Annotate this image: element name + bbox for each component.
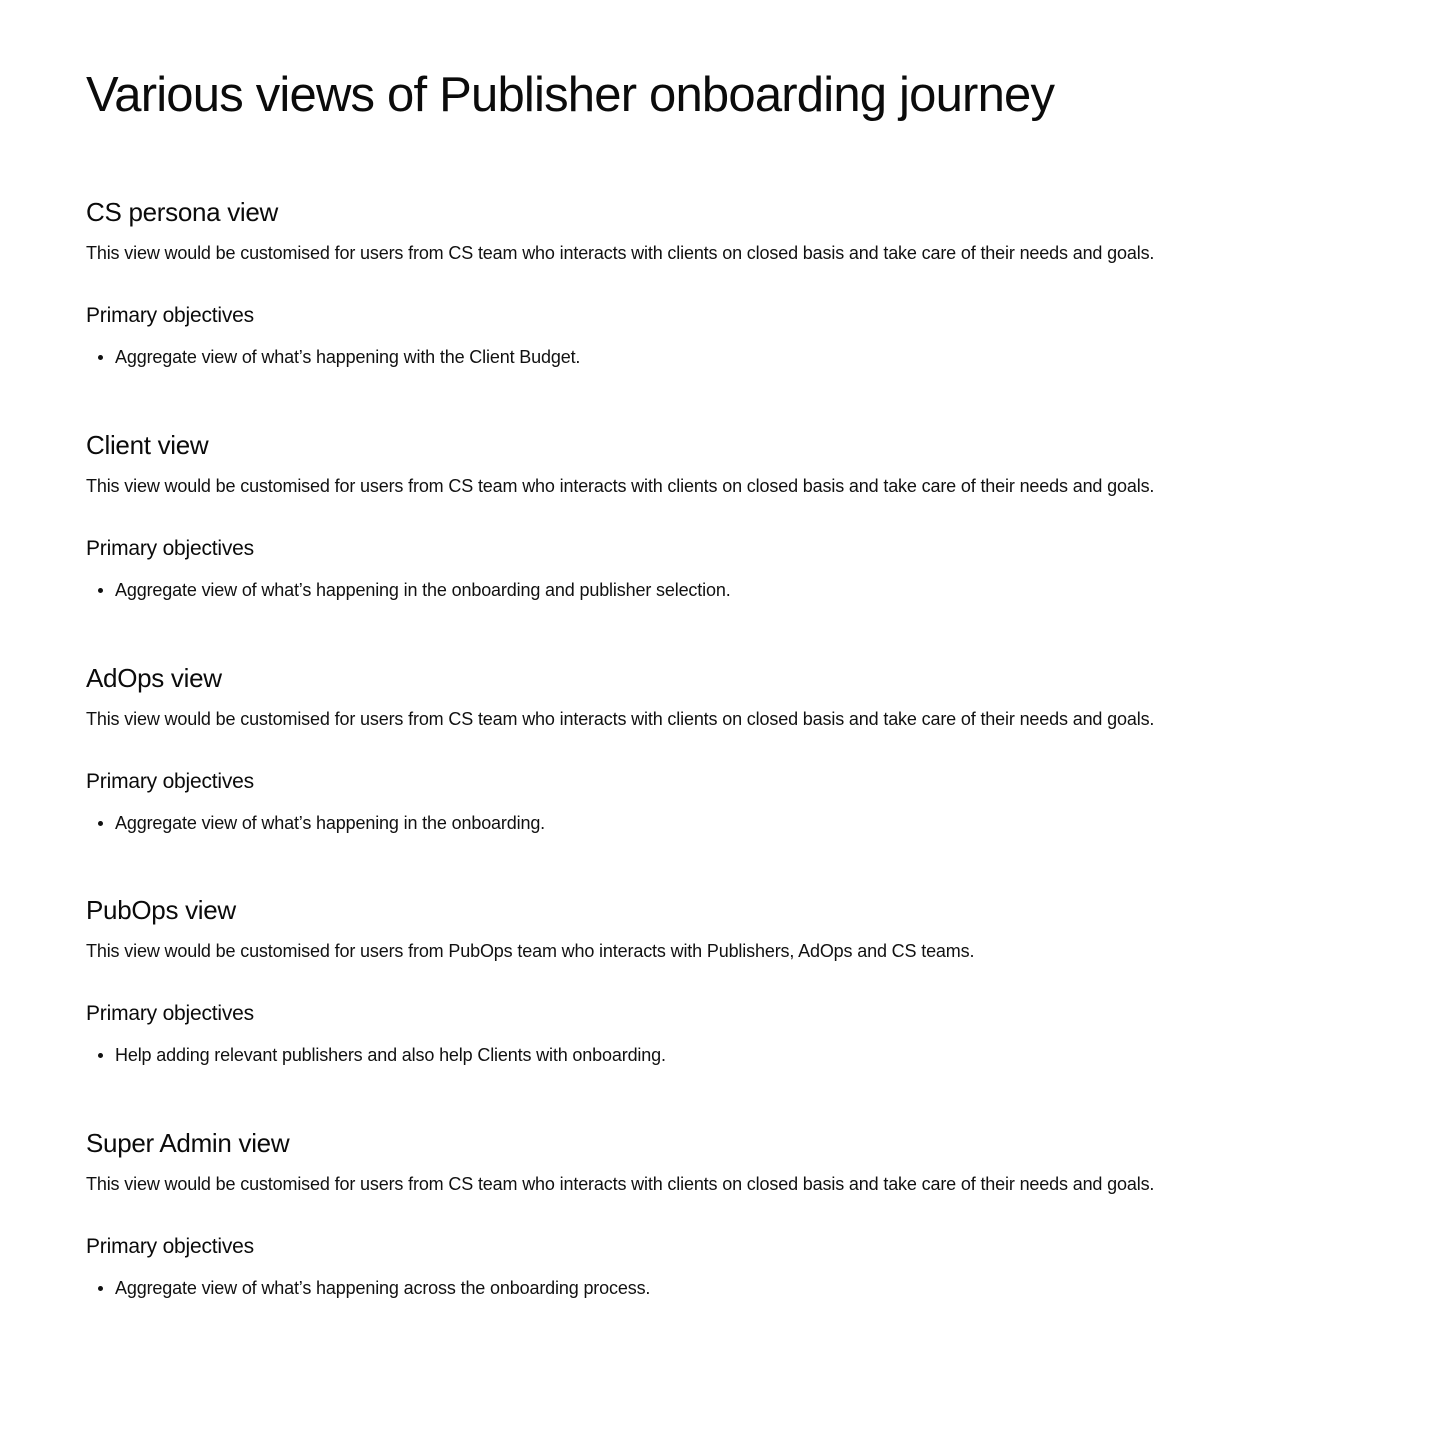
section-description: This view would be customised for users from CS team who interacts with clients on closed basis and take care of their needs and goals. — [86, 243, 1155, 263]
list-item — [86, 344, 580, 370]
objectives-list — [86, 577, 731, 603]
section-title: CS persona view — [86, 197, 279, 227]
bullet-icon — [98, 821, 103, 826]
objective-text: Aggregate view of what’s happening across the onboarding process. — [115, 1278, 651, 1298]
objectives-heading: Primary objectives — [86, 1235, 254, 1258]
list-item — [86, 810, 545, 836]
section-title: AdOps view — [86, 663, 222, 693]
objective-text: Aggregate view of what’s happening in the onboarding and publisher selection. — [115, 580, 731, 600]
section-title: Client view — [86, 430, 209, 460]
section-description: This view would be customised for users from CS team who interacts with clients on closed basis and take care of their needs and goals. — [86, 1174, 1155, 1194]
objectives-list — [86, 810, 545, 836]
list-item — [86, 1042, 666, 1068]
objectives-heading: Primary objectives — [86, 1002, 254, 1025]
objectives-heading: Primary objectives — [86, 537, 254, 560]
section-description: This view would be customised for users from CS team who interacts with clients on closed basis and take care of their needs and goals. — [86, 476, 1155, 496]
objectives-heading: Primary objectives — [86, 770, 254, 793]
objective-text: Help adding relevant publishers and also help Clients with onboarding. — [115, 1045, 666, 1065]
list-item — [86, 1275, 650, 1301]
section-description: This view would be customised for users from PubOps team who interacts with Publishers, AdOps and CS teams. — [86, 941, 975, 961]
list-item — [86, 577, 731, 603]
objective-text: Aggregate view of what’s happening with the Client Budget. — [115, 347, 581, 367]
bullet-icon — [98, 355, 103, 360]
objectives-heading: Primary objectives — [86, 304, 254, 327]
bullet-icon — [98, 588, 103, 593]
page-title: Various views of Publisher onboarding journey — [86, 68, 1055, 122]
section-title: PubOps view — [86, 895, 236, 925]
section-description: This view would be customised for users from CS team who interacts with clients on closed basis and take care of their needs and goals. — [86, 709, 1155, 729]
objectives-list — [86, 1275, 650, 1301]
objectives-list — [86, 1042, 666, 1068]
bullet-icon — [98, 1286, 103, 1291]
objective-text: Aggregate view of what’s happening in the onboarding. — [115, 813, 546, 833]
bullet-icon — [98, 1053, 103, 1058]
section-title: Super Admin view — [86, 1128, 290, 1158]
objectives-list — [86, 344, 580, 370]
